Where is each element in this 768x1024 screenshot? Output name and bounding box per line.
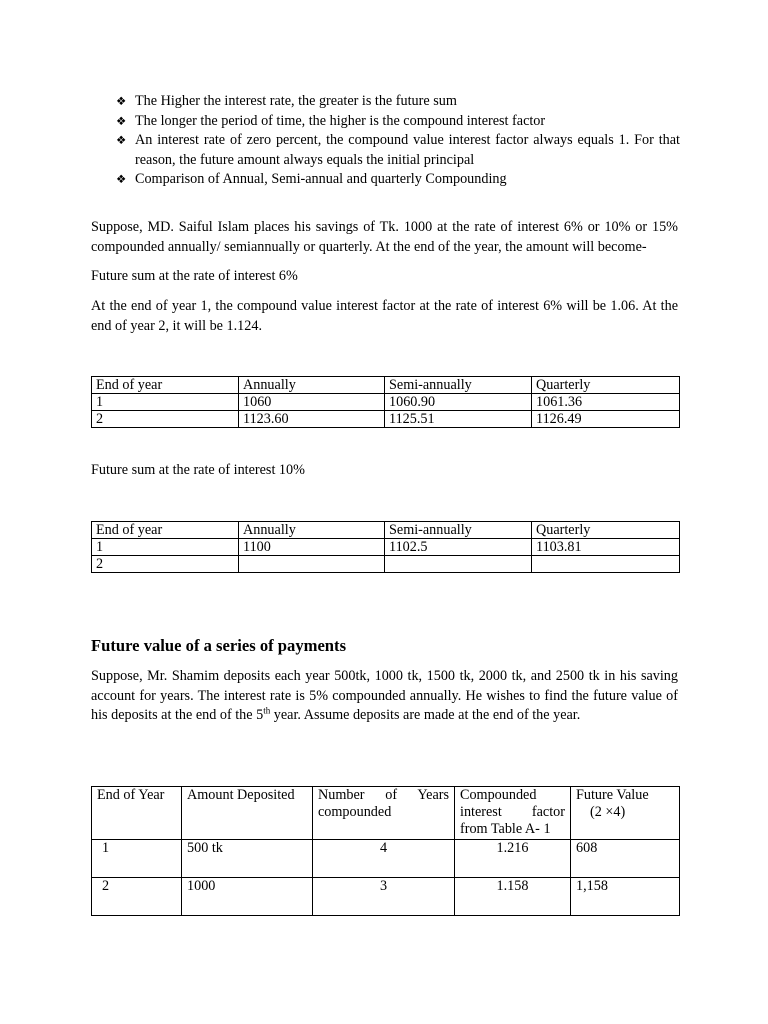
table-cell <box>239 556 385 573</box>
table-row <box>92 556 680 573</box>
col-header: Compounded interest factor from Table A- 1 <box>455 787 571 840</box>
table-cell: 1.216 <box>455 840 571 878</box>
col-header: Annually <box>239 522 385 539</box>
col-header: End of Year <box>92 787 182 840</box>
table-cell: 1060.90 <box>385 394 532 411</box>
table-cell: 1060 <box>239 394 385 411</box>
table-header-row <box>92 787 680 840</box>
table-cell: 1103.81 <box>532 539 680 556</box>
diamond-bullet-icon: ❖ <box>116 172 127 186</box>
rate-10-label: Future sum at the rate of interest 10% <box>91 462 305 478</box>
table-rate-10 <box>91 521 680 573</box>
table-cell: 1123.60 <box>239 411 385 428</box>
col-header: End of year <box>92 377 239 394</box>
table-cell: 1126.49 <box>532 411 680 428</box>
diamond-bullet-icon: ❖ <box>116 113 127 128</box>
rate-6-label: Future sum at the rate of interest 6% <box>91 268 298 284</box>
intro-paragraph: Suppose, MD. Saiful Islam places his savings of Tk. 1000 at the rate of interest 6% or 10% or 15% compounded annually/ semiannually or quarterly. At the end of the year, the amount will become- <box>91 219 678 255</box>
table-cell <box>532 556 680 573</box>
col-header: Number of Years compounded <box>313 787 455 840</box>
table-cell: 1100 <box>239 539 385 556</box>
col-header: Amount Deposited <box>182 787 313 840</box>
table-cell: 3 <box>313 878 455 916</box>
bullet-item: ❖ Comparison of Annual, Semi-annual and quarterly Compounding <box>116 170 680 190</box>
section-heading: Future value of a series of payments <box>91 636 347 655</box>
col-header: Quarterly <box>532 377 680 394</box>
col-header: End of year <box>92 522 239 539</box>
diamond-bullet-icon: ❖ <box>116 94 127 108</box>
table-cell: 1125.51 <box>385 411 532 428</box>
series-paragraph: Suppose, Mr. Shamim deposits each year 500tk, 1000 tk, 1500 tk, 2000 tk, and 2500 tk in his saving account for years. The interest rate is 5% compounded annually. He wishes to find the future value of his deposits at the end of the 5th year. Assume deposits are made at the end of the year. <box>91 668 678 723</box>
table-row <box>92 878 680 916</box>
table-series-payments <box>91 786 680 916</box>
table-cell: 1061.36 <box>532 394 680 411</box>
table-row <box>92 539 680 556</box>
factor-paragraph: At the end of year 1, the compound value interest factor at the rate of interest 6% will be 1.06. At the end of year 2, it will be 1.124. <box>91 298 678 334</box>
table-header-row <box>92 522 680 539</box>
table-row <box>92 840 680 878</box>
table-cell: 2 <box>92 411 239 428</box>
table-header-row <box>92 377 680 394</box>
table-cell: 608 <box>571 840 680 878</box>
table-row <box>92 394 680 411</box>
table-cell: 1.158 <box>455 878 571 916</box>
table-cell: 1102.5 <box>385 539 532 556</box>
col-header: Semi-annually <box>385 522 532 539</box>
table-cell: 4 <box>313 840 455 878</box>
col-header: Future Value (2 ×4) <box>571 787 680 840</box>
table-rate-6 <box>91 376 680 428</box>
table-cell: 500 tk <box>182 840 313 878</box>
col-header: Semi-annually <box>385 377 532 394</box>
table-cell: 1,158 <box>571 878 680 916</box>
col-header: Quarterly <box>532 522 680 539</box>
table-cell: 1 <box>92 840 182 878</box>
diamond-bullet-icon: ❖ <box>116 133 127 147</box>
table-cell <box>385 556 532 573</box>
bullet-item: ❖ The longer the period of time, the higher is the compound interest factor <box>116 112 680 132</box>
bullet-item: ❖ An interest rate of zero percent, the compound value interest factor always equals 1. For that reason, the future amount always equals the initial principal <box>116 132 680 168</box>
table-cell: 1000 <box>182 878 313 916</box>
table-cell: 2 <box>92 556 239 573</box>
table-cell: 1 <box>92 394 239 411</box>
col-header: Annually <box>239 377 385 394</box>
table-cell: 2 <box>92 878 182 916</box>
bullet-list <box>116 92 680 190</box>
table-cell: 1 <box>92 539 239 556</box>
table-row <box>92 411 680 428</box>
bullet-item: ❖ The Higher the interest rate, the greater is the future sum <box>116 92 680 112</box>
